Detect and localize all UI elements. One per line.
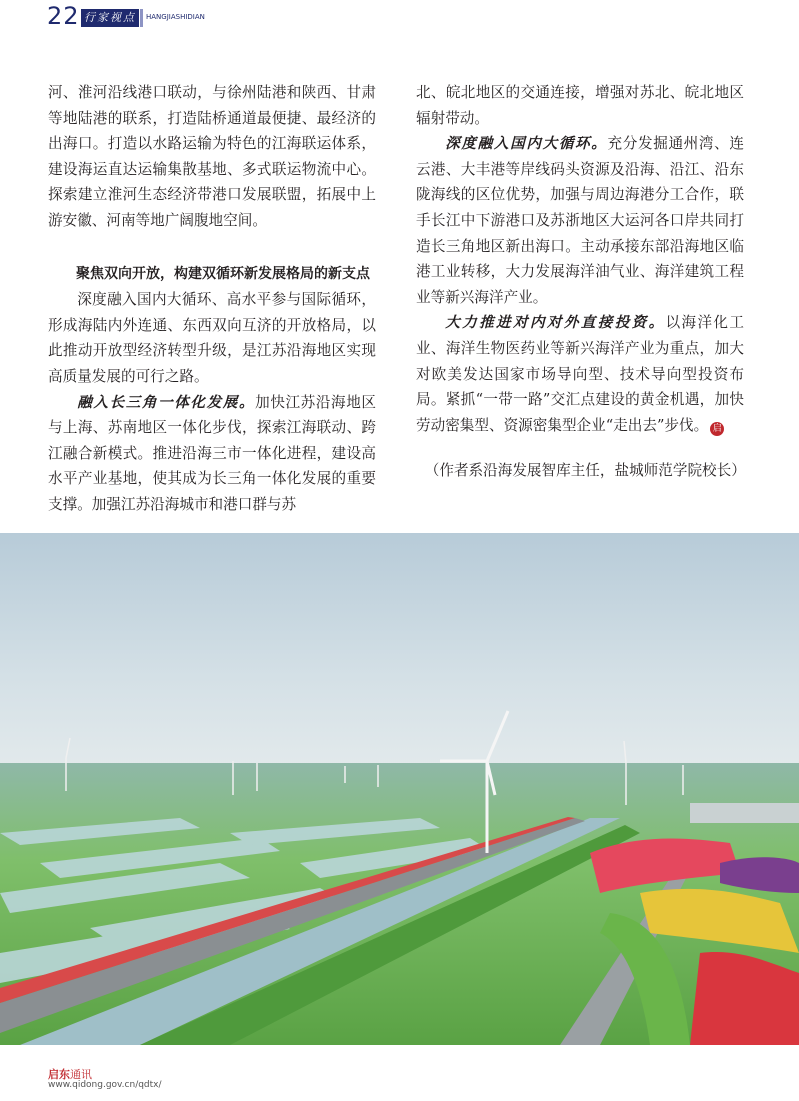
section-pinyin: HANGJIASHIDIAN bbox=[146, 13, 205, 21]
brand-main: 启东 bbox=[48, 1068, 70, 1081]
paragraph: 河、淮河沿线港口联动，与徐州陆港和陕西、甘肃等地陆港的联系，打造陆桥通道最便捷、最经济的出海口。打造以水路运输为特色的江海联运体系，建设海运直达运输集散基地、多式联运物流中心。探索建立淮河生态经济带港口发展联盟，拓展中上游安徽、河南等地广阔腹地空间。 bbox=[48, 84, 376, 229]
paragraph-body: 加快江苏沿海地区与上海、苏南地区一体化步伐，探索江海联动、跨江融合新模式。推进沿海三市一体化进程，建设高水平产业基地，使其成为长三角一体化发展的重要支撑。加强江苏沿海城市和港口群与苏 bbox=[48, 393, 376, 513]
brand-sub: 通讯 bbox=[70, 1068, 92, 1081]
section-divider bbox=[140, 9, 143, 27]
paragraph-lead: 深度融入国内大循环。 bbox=[445, 135, 608, 153]
paragraph-body: 以海洋化工业、海洋生物医药业等新兴海洋产业为重点，加大对欧美发达国家市场导向型、技术导向型投资布局。紧抓“一带一路”交汇点建设的黄金机遇，加快劳动密集型、资源密集型企业“走出去”步伐。 bbox=[416, 314, 744, 434]
paragraph bbox=[416, 131, 744, 310]
end-mark-icon: 启 bbox=[710, 422, 724, 436]
paragraph-lead: 融入长三角一体化发展。 bbox=[77, 393, 256, 411]
paragraph: 深度融入国内大循环、高水平参与国际循环，形成海陆内外连通、东西双向互济的开放格局，以此推动开放型经济转型升级，是江苏沿海地区实现高质量发展的可行之路。 bbox=[48, 291, 376, 385]
paragraph bbox=[48, 390, 376, 518]
right-column bbox=[416, 80, 744, 484]
paragraph bbox=[416, 310, 744, 438]
paragraph: 北、皖北地区的交通连接，增强对苏北、皖北地区辐射带动。 bbox=[416, 84, 744, 127]
paragraph-lead: 大力推进对内对外直接投资。 bbox=[445, 314, 666, 332]
coastal-landscape-photo bbox=[0, 533, 799, 1045]
left-column bbox=[48, 80, 376, 518]
section-title: 行家视点 bbox=[81, 9, 139, 27]
author-note: （作者系沿海发展智库主任，盐城师范学院校长） bbox=[424, 462, 746, 480]
paragraph-body: 充分发掘通州湾、连云港、大丰港等岸线码头资源及沿海、沿江、沿东陇海线的区位优势，加强与周边海港分工合作，联手长江中下游港口及苏浙地区大运河各口岸共同打造长三角地区新出海口。主动承接东部沿海地区临港工业转移，大力发展海洋油气业、海洋建筑工程业等新兴海洋产业。 bbox=[416, 135, 744, 306]
footer-url[interactable]: www.qidong.gov.cn/qdtx/ bbox=[48, 1080, 162, 1090]
page-number: 22 bbox=[47, 2, 80, 30]
page-header bbox=[0, 0, 799, 36]
section-heading: 聚焦双向开放，构建双循环新发展格局的新支点 bbox=[76, 265, 370, 282]
